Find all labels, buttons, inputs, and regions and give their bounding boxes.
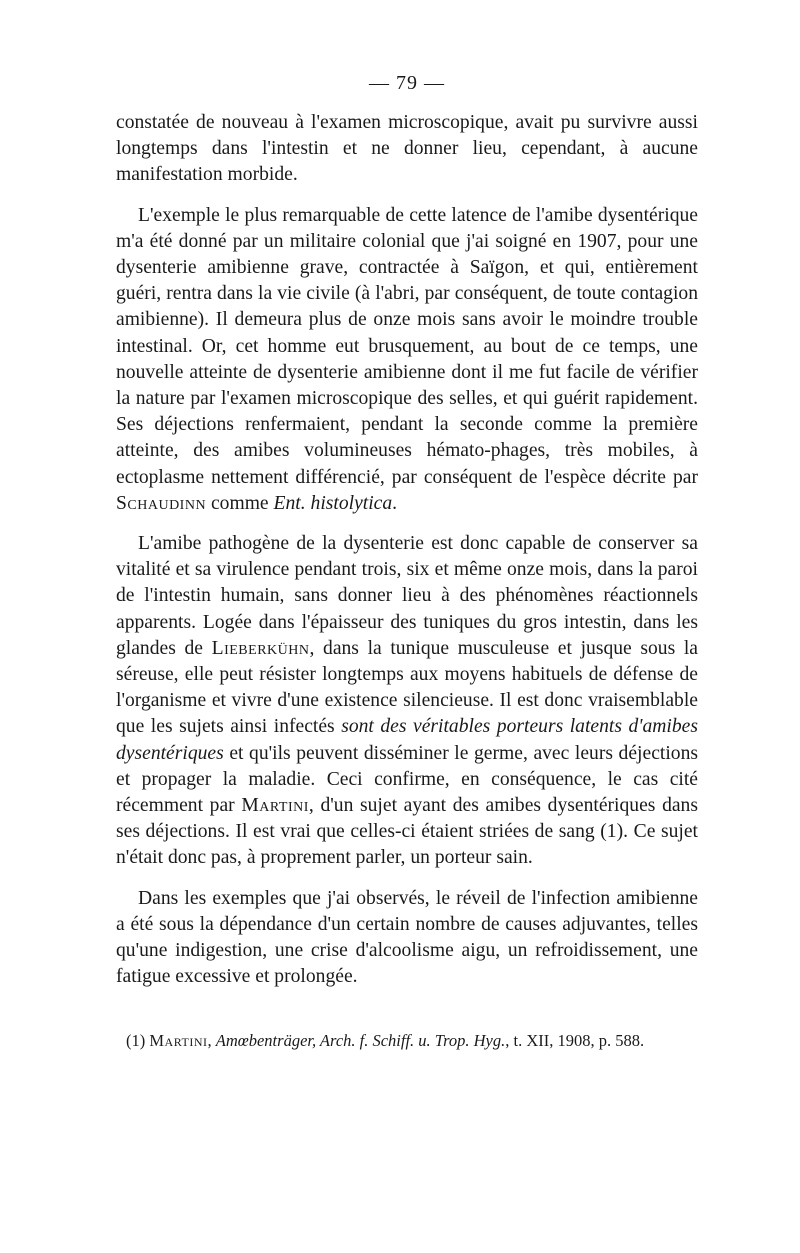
text-run: L'exemple le plus remarquable de cette latence de l'amibe dysentérique m'a été donné par un militaire colonial que j'ai soigné en 1907, pour une dysenterie amibienne grave, contractée à Saïgon, et qui, entièrement guéri, rentra dans la vie civile (à l'abri, par conséquent, de toute contagion amibienne). Il demeura plus de onze mois sans avoir le moindre trouble intestinal. Or, cet homme eut brusquement, au bout de ce temps, une nouvelle atteinte de dysenterie amibienne dont il me fut facile de vérifier la nature par l'examen microscopique des selles, et qui guérit rapidement. Ses déjections renfermaient, pendant la seconde comme la première atteinte, des amibes volumineuses hémato-phages, très mobiles, à ectoplasme nettement différencié, par conséquent de l'espèce décrite par — [116, 204, 698, 488]
text-run: (1) — [126, 1031, 150, 1050]
footnote — [126, 1030, 698, 1052]
text-run: , — [207, 1031, 216, 1050]
italic-text: Amœbenträger, Arch. f. Schiff. u. Trop. Hyg. — [215, 1031, 506, 1050]
paragraph — [116, 203, 698, 517]
text-run: , d'un sujet ayant des amibes dysentériques dans ses déjections. Il est vrai que celles-ci étaient striées de sang (1). Ce sujet n'était donc pas, à proprement parler, un porteur sain. — [116, 795, 698, 869]
text-run: et qu'ils peuvent disséminer le germe, avec leurs déjections et propager la maladie. Ceci confirme, en conséquence, le cas cité récemment par — [116, 742, 698, 817]
text-run: Dans les exemples que j'ai observés, le réveil de l'infection amibienne a été sous la dépendance d'un certain nombre de causes adjuvantes, telles qu'une indigestion, une crise d'alcoolisme aigu, un refroidissement, une fatigue excessive et prolongée. — [116, 887, 698, 988]
author-name: Schaudinn — [116, 492, 207, 514]
paragraph — [116, 110, 698, 189]
author-name: Martini — [241, 795, 309, 817]
text-run: comme — [206, 492, 274, 514]
text-run: L'amibe pathogène de la dysenterie est donc capable de conserver sa vitalité et sa virulence pendant trois, six et même onze mois, dans la paroi de l'intestin humain, sans donner lieu à des phénomènes réactionnels apparents. Logée dans l'épaisseur des tuniques du gros intestin, dans les glandes de — [116, 533, 698, 659]
page-number: — 79 — — [369, 72, 445, 94]
author-name: Martini — [149, 1031, 208, 1050]
paragraph — [116, 886, 698, 991]
body-text — [116, 110, 698, 1005]
text-run: , dans la tunique musculeuse et jusque sous la séreuse, elle peut résister longtemps aux moyens habituels de défense de l'organisme et vivre d'une existence silencieuse. Il est donc vraisemblable que les sujets ainsi infectés — [116, 637, 698, 738]
text-run: constatée de nouveau à l'examen microscopique, avait pu survivre aussi longtemps dans l'intestin et ne donner lieu, cependant, à aucune manifestation morbide. — [116, 112, 698, 186]
italic-text: Ent. histolytica — [273, 492, 393, 514]
author-name: Lieberkühn — [211, 637, 310, 659]
text-run: . — [392, 492, 398, 514]
text-run: , t. XII, 1908, p. 588. — [505, 1031, 645, 1050]
paragraph — [116, 531, 698, 872]
italic-text: sont des véritables porteurs latents d'amibes dysentériques — [116, 716, 698, 764]
